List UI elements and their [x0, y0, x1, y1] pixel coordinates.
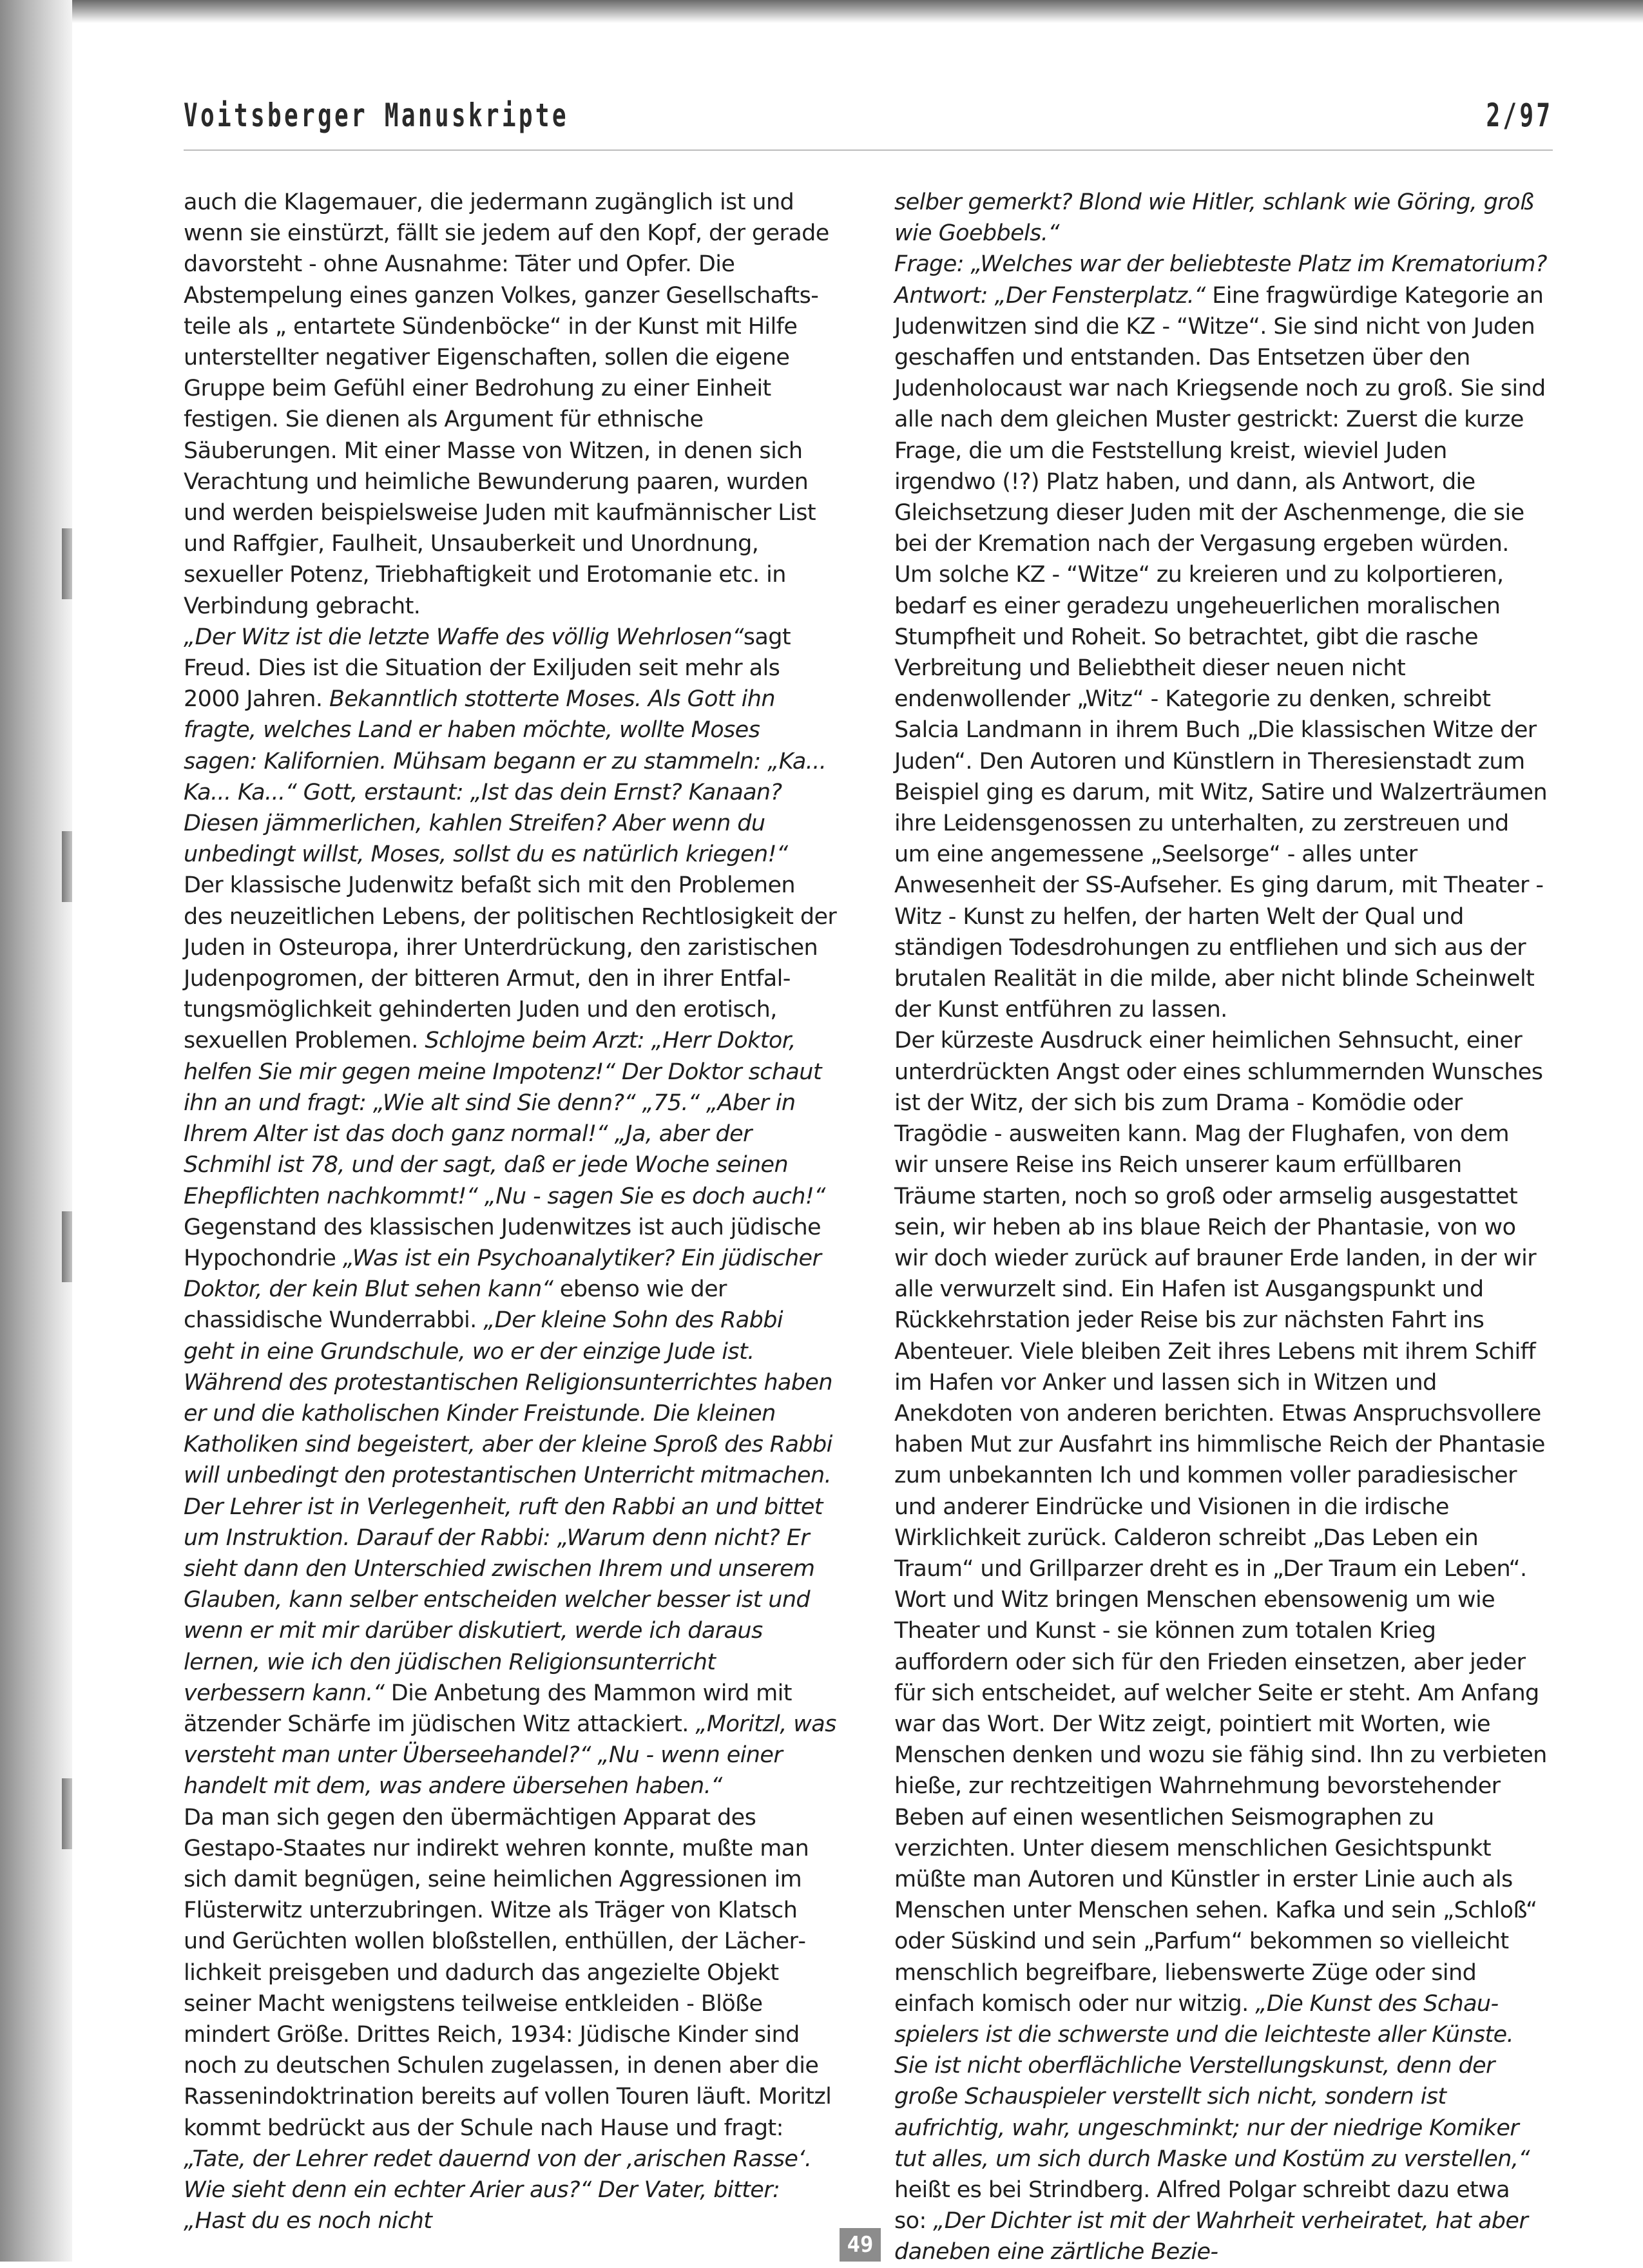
italic-quote-text: Frage: „Welches war der beliebteste Platz im Krematorium? Antwort: „Der Fensterplatz.“ [894, 251, 1547, 309]
paragraph [184, 870, 838, 1802]
body-text: heißt es bei Strindberg. Alfred Polgar schreibt dazu etwa so: [894, 2177, 1510, 2234]
body-text: auch die Klagemauer, die jedermann zugänglich ist und wenn sie einstürzt, fällt sie jedem auf den Kopf, der gerade davorsteht - ohne Ausnahme: Täter und Opfer. Die Abstempelung eines ganzen Volkes, ganzer Gesellschaftsteile als „ entartete Sündenböcke“ in der Kunst mit Hilfe unterstellter negativer Eigenschaften, sollen die eigene Gruppe beim Gefühl einer Bedrohung zu einer Einheit festigen. Sie dienen als Argument für ethnische Säuberungen. Mit einer Masse von Witzen, in denen sich Verachtung und heimliche Bewunderung paaren, wurden und werden beispielsweise Juden mit kaufmännischer List und Raffgier, Faulheit, Unsauberkeit und Unordnung, sexueller Potenz, Triebhaftigkeit und Erotomanie etc. in Verbindung gebracht. [184, 189, 829, 619]
italic-quote-text: „Der Witz ist die letzte Waffe des völlig Wehrlosen“ [184, 624, 744, 650]
italic-quote-text: „Der Dichter ist mit der Wahrheit verheiratet, hat aber daneben eine zärtliche Bezie- [894, 2208, 1528, 2265]
paragraph [894, 187, 1548, 249]
body-text: sagt Freud. Dies ist die Situation der Exiljuden seit mehr als 2000 Jahren. [184, 624, 791, 713]
binding-mark [62, 528, 72, 599]
header-rule [184, 149, 1553, 151]
binding-mark [62, 1778, 72, 1849]
binding-mark [62, 1211, 72, 1282]
paragraph [184, 187, 838, 622]
body-text: Eine fragwürdige Kategorie an Judenwitzen sind die KZ - “Witze“. Sie sind nicht von Juden geschaffen und entstanden. Das Entsetzen über den Judenholocaust war nach Kriegsende noch zu groß. Sie sind alle nach dem gleichen Muster gestrickt: Zuerst die kurze Frage, die um die Feststellung kreist, wieviel Juden irgendwo (!?) Platz haben, und dann, als Antwort, die Gleichsetzung dieser Juden mit der Aschenmenge, die sie bei der Kremation nach der Vergasung ergeben würden. Um solche KZ - “Witze“ zu kreieren und zu kolportieren, bedarf es einer geradezu ungeheuerlichen moralischen Stumpfheit und Roheit. So betrachtet, gibt die rasche Verbreitung und Beliebtheit dieser neuen nicht endenwollender „Witz“ - Kategorie zu denken, schreibt Salcia Landmann in ihrem Buch „Die klassischen Witze der Juden“. Den Autoren und Künstlern in Theresienstadt zum Beispiel ging es darum, mit Witz, Satire und Walzerträumen ihre Leidensgenossen zu unterhalten, zu zerstreuen und um eine angemessene „Seelsorge“ - alles unter Anwesenheit der SS-Aufseher. Es ging darum, mit Theater - Witz - Kunst zu helfen, der harten Welt der Qual und ständigen Todesdrohungen zu entfliehen und sich aus der brutalen Realität in die milde, aber nicht blinde Scheinwelt der Kunst entführen zu lassen. [894, 282, 1548, 1023]
scan-top-shadow [72, 0, 1643, 23]
paragraph [184, 1802, 838, 2237]
paragraph [894, 249, 1548, 1025]
body-text: Der klassische Judenwitz befaßt sich mit den Problemen des neuzeitlichen Lebens, der politischen Rechtlosigkeit der Juden in Osteuropa, ihrer Unterdrückung, den zaristischen Judenpogromen, der bitteren Armut, den in ihrer Entfaltungsmöglichkeit gehinderten Juden und den erotisch, sexuellen Problemen. [184, 872, 837, 1054]
right-text-column [894, 187, 1548, 2268]
italic-quote-text: selber gemerkt? Blond wie Hitler, schlank wie Göring, groß wie Goebbels.“ [894, 189, 1534, 247]
scan-gutter-shadow [0, 0, 72, 2262]
page-header [184, 97, 1553, 142]
binding-mark [62, 831, 72, 902]
italic-quote-text: Bekanntlich stotterte Moses. Als Gott ihn fragte, welches Land er haben möchte, wollte Moses sagen: Kalifornien. Mühsam begann er zu stammeln: „Ka... Ka... Ka...“ Gott, erstaunt: „Ist das dein Ernst? Kanaan? Diesen jämmerlichen, kahlen Streifen? Aber wenn du unbedingt willst, Moses, sollst du es natürlich kriegen!“ [184, 686, 827, 868]
italic-quote-text: „Moritzl, was versteht man unter Überseehandel?“ „Nu - wenn einer handelt mit dem, was andere übersehen haben.“ [184, 1711, 836, 1800]
paragraph [184, 622, 838, 870]
issue-number: 2/97 [1486, 97, 1553, 134]
page-number: 49 [840, 2228, 881, 2262]
publication-title: Voitsberger Manuskripte [184, 97, 569, 134]
body-text: Gegenstand des klassischen Judenwitzes ist auch jüdische Hypochondrie [184, 1214, 821, 1271]
body-text: Die Anbetung des Mammon wird mit ätzender Schärfe im jüdischen Witz attackiert. [184, 1680, 792, 1737]
italic-quote-text: „Der kleine Sohn des Rabbi geht in eine Grundschule, wo er der einzige Jude ist. Während des protestantischen Religionsunterrichtes haben er und die katholischen Kinder Freistunde. Die kleinen Katholiken sind begeistert, aber der kleine Sproß des Rabbi will unbedingt den protestantischen Unterricht mitmachen. Der Lehrer ist in Verlegenheit, ruft den Rabbi an und bittet um Instruktion. Darauf der Rabbi: „Warum denn nicht? Er sieht dann den Unterschied zwischen Ihrem und unserem Glauben, kann selber entscheiden welcher besser ist und wenn er mit mir darüber diskutiert, werde ich daraus lernen, wie ich den jüdischen Religionsunterricht verbessern kann.“ [184, 1307, 832, 1706]
italic-quote-text: Schlojme beim Arzt: „Herr Doktor, helfen Sie mir gegen meine Impotenz!“ Der Doktor schaut ihn an und fragt: „Wie alt sind Sie denn?“ „75.“ „Aber in Ihrem Alter ist das doch ganz normal!“ „Ja, aber der Schmihl ist 78, und der sagt, daß er jede Woche seinen Ehepflichten nachkommt!“ „Nu - sagen Sie es doch auch!“ [184, 1028, 825, 1209]
body-text: ebenso wie der chassidische Wunderrabbi. [184, 1276, 727, 1334]
italic-quote-text: „Was ist ein Psychoanalytiker? Ein jüdischer Doktor, der kein Blut sehen kann“ [184, 1245, 822, 1303]
body-text: Der kürzeste Ausdruck einer heimlichen Sehnsucht, einer unterdrückten Angst oder eines schlummernden Wunsches ist der Witz, der sich bis zum Drama - Komödie oder Tragödie - ausweiten kann. Mag der Flughafen, von dem wir unsere Reise ins Reich unserer kaum erfüllbaren Träume starten, noch so groß oder armselig ausgestattet sein, wir heben ab ins blaue Reich der Phantasie, von wo wir doch wieder zurück auf brauner Erde landen, in der wir alle verwurzelt sind. Ein Hafen ist Ausgangspunkt und Rückkehrstation jeder Reise bis zur nächsten Fahrt ins Abenteuer. Viele bleiben Zeit ihres Lebens mit ihrem Schiff im Hafen vor Anker und lassen sich in Witzen und Anekdoten von anderen berichten. Etwas Anspruchsvollere haben Mut zur Ausfahrt ins himmlische Reich der Phantasie zum unbekannten Ich und kommen voller paradiesischer und anderer Eindrücke und Visionen in die irdische Wirklichkeit zurück. Calderon schreibt „Das Leben ein Traum“ und Grillparzer dreht es in „Der Traum ein Leben“. Wort und Witz bringen Menschen ebensowenig um wie Theater und Kunst - sie können zum totalen Krieg auffordern oder sich für den Frieden einsetzen, aber jeder für sich entscheidet, auf welcher Seite er steht. Am Anfang war das Wort. Der Witz zeigt, pointiert mit Worten, wie Menschen denken und wozu sie fähig sind. Ihn zu verbieten hieße, zur rechtzeitigen Wahrnehmung bevorstehender Beben auf einen wesentlichen Seismographen zu verzichten. Unter diesem menschlichen Gesichtspunkt müßte man Autoren und Künstler in erster Linie auch als Menschen unter Menschen sehen. Kafka und sein „Schloß“ oder Süskind und sein „Parfum“ bekommen so vielleicht menschlich begreifbare, liebenswerte Züge oder sind einfach komisch oder nur witzig. [894, 1028, 1547, 2017]
left-text-column [184, 187, 838, 2236]
italic-quote-text: „Die Kunst des Schauspielers ist die schwerste und die leichteste aller Künste. Sie ist nicht oberflächliche Verstellungskunst, denn der große Schauspieler verstellt sich nicht, sondern ist aufrichtig, wahr, ungeschminkt; nur der niedrige Komiker tut alles, um sich durch Maske und Kostüm zu verstellen,“ [894, 1990, 1530, 2172]
body-text: Da man sich gegen den übermächtigen Apparat des Gestapo-Staates nur indirekt wehren konnte, mußte man sich damit begnügen, seine heimlichen Aggressionen im Flüsterwitz unterzubringen. Witze als Träger von Klatsch und Gerüchten wollen bloßstellen, enthüllen, der Lächerlichkeit preisgeben und dadurch das angezielte Objekt seiner Macht wenigstens teilweise entkleiden - Blöße mindert Größe. Drittes Reich, 1934: Jüdische Kinder sind noch zu deutschen Schulen zugelassen, in denen aber die Rassenindoktrination bereits auf vollen Touren läuft. Moritzl kommt bedrückt aus der Schule nach Hause und fragt: [184, 1804, 832, 2141]
paragraph [894, 1025, 1548, 2267]
italic-quote-text: „Tate, der Lehrer redet dauernd von der ‚arischen Rasse‘. Wie sieht denn ein echter Arier aus?“ Der Vater, bitter: „Hast du es noch nicht [184, 2146, 812, 2234]
